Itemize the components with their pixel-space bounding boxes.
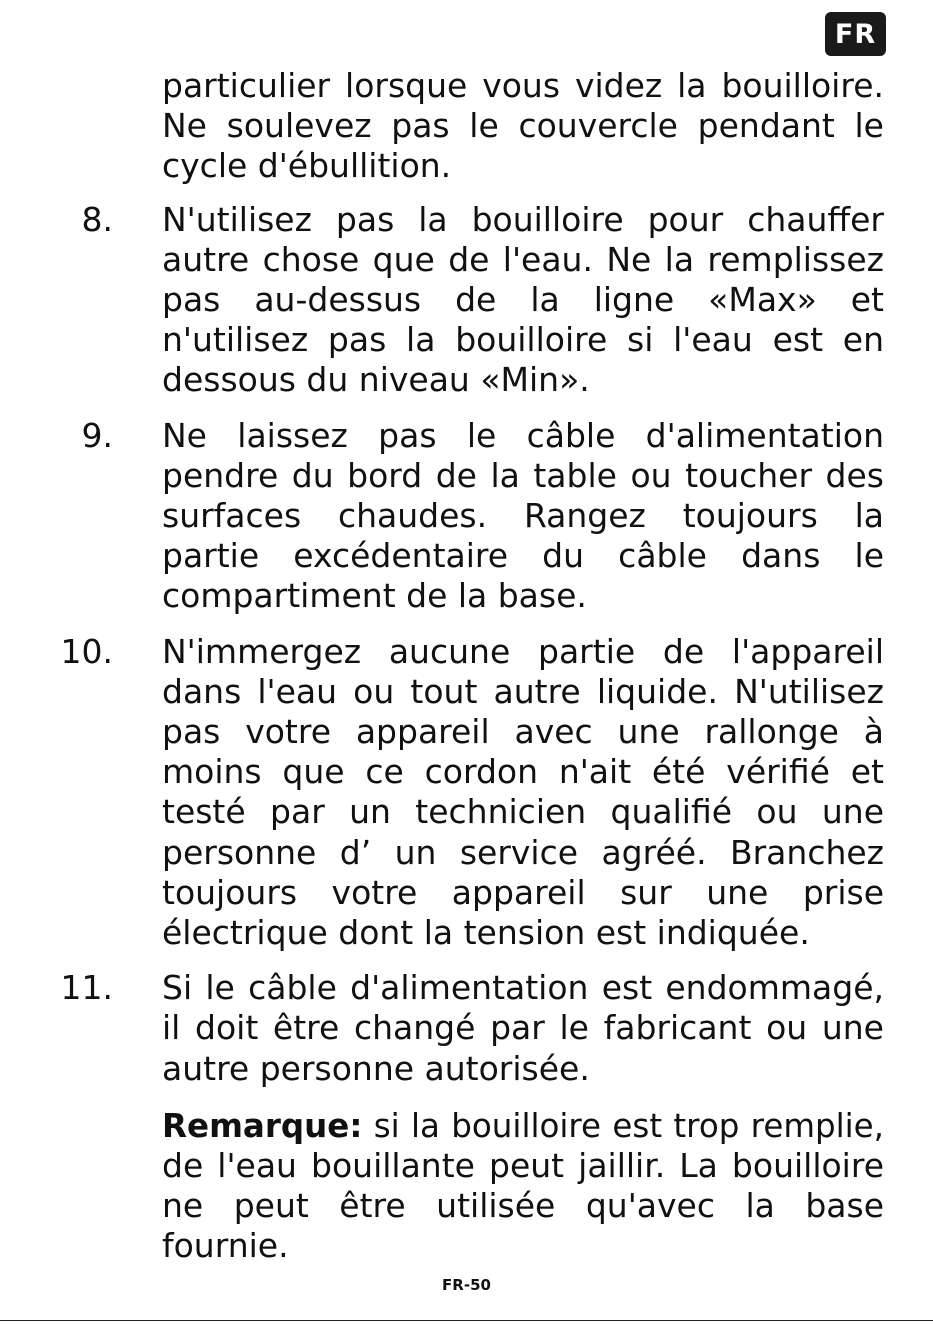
text-line: moins que ce cordon n'ait été vérifié et [162, 752, 884, 792]
text-line: testé par un technicien qualifié ou une [162, 792, 884, 832]
text-line: Si le câble d'alimentation est endommagé, [162, 968, 884, 1008]
text-line: cycle d'ébullition. [162, 146, 452, 186]
text-line: pas votre appareil avec une rallonge à [162, 712, 884, 752]
text-line: n'utilisez pas la bouilloire si l'eau est en [162, 320, 884, 360]
text-line: fournie. [162, 1226, 289, 1266]
text-line: surfaces chaudes. Rangez toujours la [162, 496, 884, 536]
text-line [162, 1106, 884, 1146]
text-line: pas au-dessus de la ligne «Max» et [162, 280, 884, 320]
text-line: dessous du niveau «Min». [162, 360, 590, 400]
note-text: si la bouilloire est trop remplie, [362, 1106, 884, 1145]
text-line: ne peut être utilisée qu'avec la base [162, 1186, 884, 1226]
text-line: pendre du bord de la table ou toucher des [162, 455, 884, 495]
page-number: FR-50 [442, 1276, 491, 1294]
item-number: 8. [81, 199, 113, 239]
instructions-body [0, 66, 933, 1267]
item-number: 11. [60, 968, 113, 1008]
text-line: autre chose que de l'eau. Ne la remplissez [162, 239, 884, 279]
bottom-divider [0, 1320, 933, 1321]
instruction-item-8 [0, 200, 884, 401]
note-label: Remarque: [162, 1106, 363, 1145]
text-line: de l'eau bouillante peut jaillir. La bouilloire [162, 1146, 884, 1186]
instruction-item-9 [0, 416, 884, 617]
text-line: Ne soulevez pas le couvercle pendant le [162, 106, 884, 146]
text-line: électrique dont la tension est indiquée. [162, 913, 810, 953]
item-number: 10. [60, 631, 113, 671]
text-line: autre personne autorisée. [162, 1048, 590, 1088]
text-line: N'utilisez pas la bouilloire pour chauffer [162, 199, 884, 239]
text-line: N'immergez aucune partie de l'appareil [162, 631, 884, 671]
note-paragraph [0, 1106, 884, 1267]
text-line: toujours votre appareil sur une prise [162, 872, 884, 912]
text-line: particulier lorsque vous videz la bouilloire. [162, 66, 884, 105]
instruction-item-11 [0, 968, 884, 1089]
text-line: compartiment de la base. [162, 576, 587, 616]
language-badge: FR [825, 12, 886, 56]
instruction-item-10 [0, 632, 884, 954]
text-line: partie excédentaire du câble dans le [162, 536, 884, 576]
intro-paragraph [0, 66, 884, 187]
text-line: Ne laissez pas le câble d'alimentation [162, 415, 884, 455]
text-line: il doit être changé par le fabricant ou une [162, 1008, 884, 1048]
text-line: personne d’ un service agréé. Branchez [162, 832, 884, 872]
text-line: dans l'eau ou tout autre liquide. N'utilisez [162, 671, 884, 711]
item-number: 9. [81, 415, 113, 455]
